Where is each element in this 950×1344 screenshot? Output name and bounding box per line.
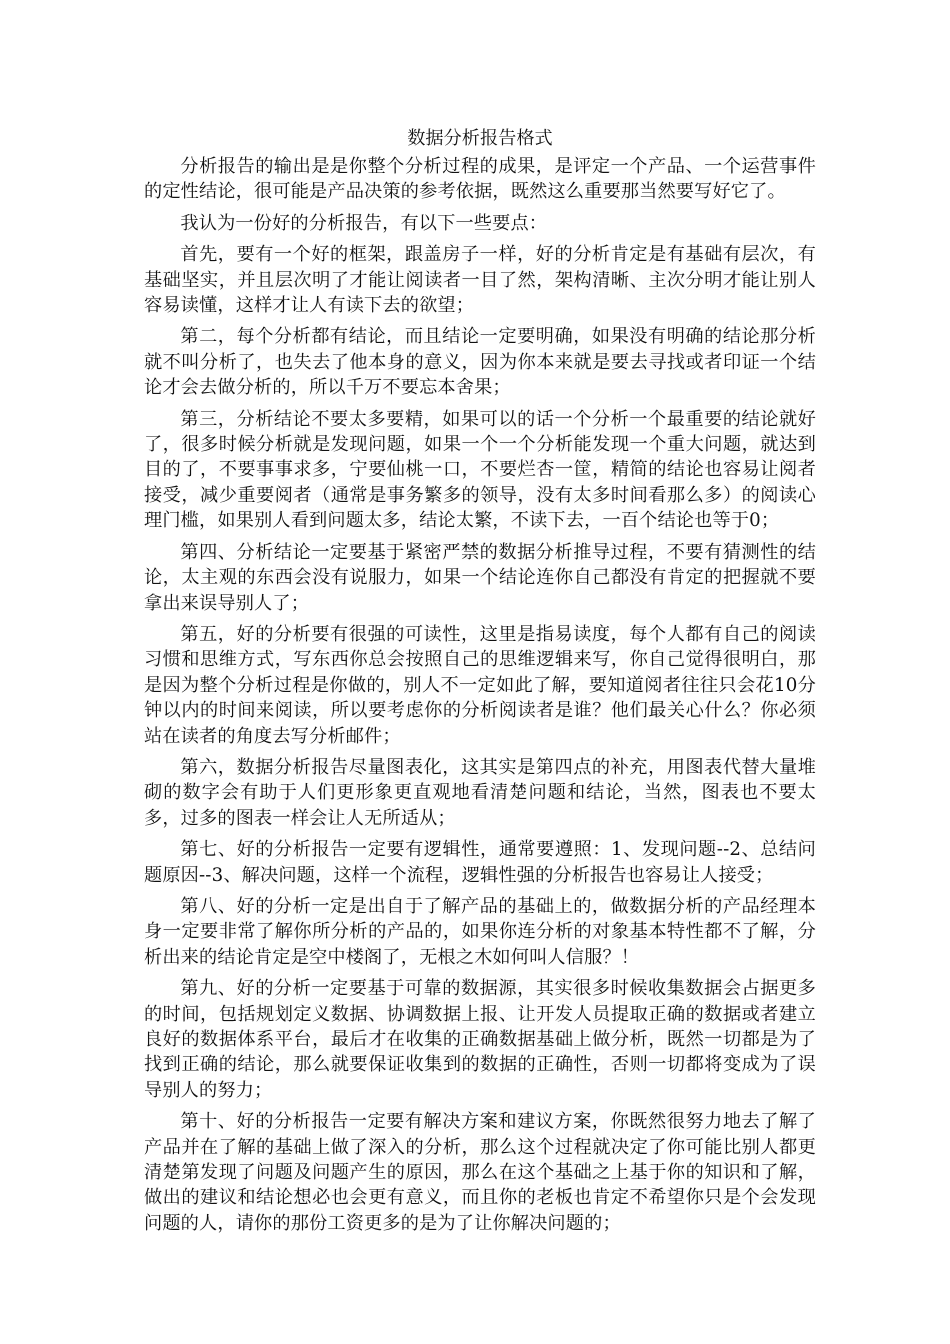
paragraph-key-points-lead: 我认为一份好的分析报告，有以下一些要点： [180,212,548,234]
paragraph-point-5: 第五，好的分析要有很强的可读性，这里是指易读度，每个人都有自己的阅读习惯和思维方式，写东西你总会按照自己的思维逻辑来写，你自己觉得很明白，那是因为整个分析过程是你做的，别人不一定如此了解，要知道阅者往往只会花10分钟以内的时间来阅读，所以要考虑你的分析阅读者是谁？他们最关心什么？你必须站在读者的角度去写分析邮件； [144,623,816,747]
paragraph-point-7: 第七、好的分析报告一定要有逻辑性，通常要遵照：1、发现问题--2、总结问题原因--3、解决问题，这样一个流程，逻辑性强的分析报告也容易让人接受； [144,839,816,886]
document-title: 数据分析报告格式 [407,128,553,149]
paragraph-point-6: 第六，数据分析报告尽量图表化，这其实是第四点的补充，用图表代替大量堆砌的数字会有助于人们更形象更直观地看清楚问题和结论，当然，图表也不要太多，过多的图表一样会让人无所适从； [144,756,816,829]
paragraph-point-8: 第八、好的分析一定是出自于了解产品的基础上的，做数据分析的产品经理本身一定要非常了解你所分析的产品的，如果你连分析的对象基本特性都不了解，分析出来的结论肯定是空中楼阁了，无根之木如何叫人信服？！ [144,895,816,968]
paragraph-point-1: 首先，要有一个好的框架，跟盖房子一样，好的分析肯定是有基础有层次，有基础坚实，并且层次明了才能让阅读者一目了然，架构清晰、主次分明才能让别人容易读懂，这样才让人有读下去的欲望； [144,244,816,317]
paragraph-point-2: 第二，每个分析都有结论，而且结论一定要明确，如果没有明确的结论那分析就不叫分析了，也失去了他本身的意义，因为你本来就是要去寻找或者印证一个结论才会去做分析的，所以千万不要忘本舍果； [144,326,816,399]
document-page [144,126,816,1242]
paragraph-point-3: 第三，分析结论不要太多要精，如果可以的话一个分析一个最重要的结论就好了，很多时候分析就是发现问题，如果一个一个分析能发现一个重大问题，就达到目的了，不要事事求多，宁要仙桃一口，不要烂杏一筐，精简的结论也容易让阅者接受，减少重要阅者（通常是事务繁多的领导，没有太多时间看那么多）的阅读心理门槛，如果别人看到问题太多，结论太繁，不读下去，一百个结论也等于0； [144,408,816,532]
paragraph-point-10: 第十、好的分析报告一定要有解决方案和建议方案，你既然很努力地去了解了产品并在了解的基础上做了深入的分析，那么这个过程就决定了你可能比别人都更清楚第发现了问题及问题产生的原因，那么在这个基础之上基于你的知识和了解，做出的建议和结论想必也会更有意义，而且你的老板也肯定不希望你只是个会发现问题的人，请你的那份工资更多的是为了让你解决问题的； [144,1111,816,1234]
paragraph-intro: 分析报告的输出是是你整个分析过程的成果，是评定一个产品、一个运营事件的定性结论，很可能是产品决策的参考依据，既然这么重要那当然要写好它了。 [144,156,816,203]
paragraph-point-9: 第九、好的分析一定要基于可靠的数据源，其实很多时候收集数据会占据更多的时间，包括规划定义数据、协调数据上报、让开发人员提取正确的数据或者建立良好的数据体系平台，最后才在收集的正确数据基础上做分析，既然一切都是为了找到正确的结论，那么就要保证收集到的数据的正确性，否则一切都将变成为了误导别人的努力； [144,978,816,1101]
paragraph-point-4: 第四、分析结论一定要基于紧密严禁的数据分析推导过程，不要有猜测性的结论，太主观的东西会没有说服力，如果一个结论连你自己都没有肯定的把握就不要拿出来误导别人了； [144,541,816,614]
